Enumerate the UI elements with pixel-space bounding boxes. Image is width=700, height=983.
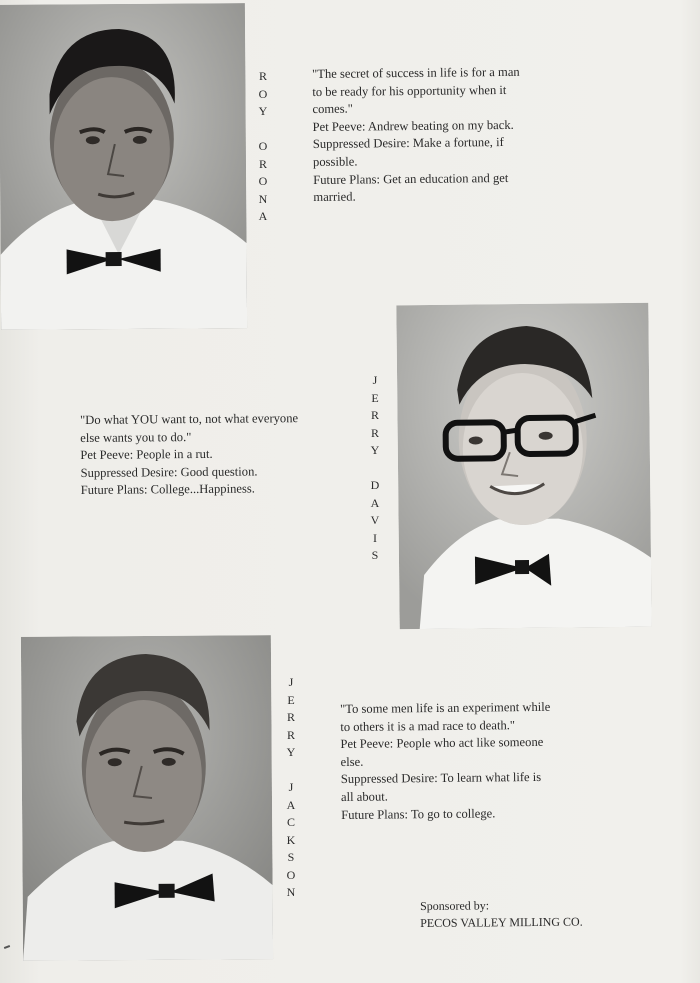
sponsor-name: PECOS VALLEY MILLING CO.	[420, 914, 583, 930]
suppressed-desire: all about.	[340, 789, 388, 804]
future-plans: Future Plans: College...Happiness.	[80, 481, 255, 498]
quote-line: "The secret of success in life is for a man	[312, 64, 520, 81]
student-name-vertical-jerry-jackson: J E R R Y J A C K S O N	[286, 675, 296, 899]
pet-peeve: else.	[340, 754, 364, 769]
pet-peeve: Pet Peeve: People in a rut.	[80, 447, 213, 463]
pet-peeve: Pet Peeve: Andrew beating on my back.	[312, 117, 514, 134]
quote-line: "To some men life is an experiment while	[340, 699, 551, 716]
quote-line: "Do what YOU want to, not what everyone	[80, 411, 299, 427]
suppressed-desire: possible.	[312, 154, 358, 169]
portrait-photo-jerry-davis	[396, 303, 651, 630]
quote-line: else wants you to do."	[80, 429, 192, 445]
future-plans: Future Plans: To go to college.	[341, 805, 496, 822]
student-bio-roy-orona	[312, 64, 521, 207]
future-plans: married.	[313, 189, 356, 205]
student-bio-jerry-davis	[80, 410, 299, 500]
quote-line: to be ready for his opportunity when it	[312, 82, 507, 99]
sponsor-label: Sponsored by:	[420, 898, 490, 913]
pet-peeve: Pet Peeve: People who act like someone	[340, 735, 544, 752]
sponsor-block	[420, 897, 583, 932]
suppressed-desire: Suppressed Desire: To learn what life is	[340, 770, 542, 787]
future-plans: Future Plans: Get an education and get	[313, 170, 509, 187]
quote-line: comes."	[312, 101, 353, 117]
suppressed-desire: Suppressed Desire: Good question.	[80, 464, 258, 480]
portrait-photo-jerry-jackson	[21, 635, 273, 961]
student-name-vertical-roy-orona: R O Y O R O N A	[258, 69, 268, 223]
student-bio-jerry-jackson	[340, 699, 552, 824]
page-mark	[4, 945, 10, 949]
quote-line: to others it is a mad race to death."	[340, 717, 516, 734]
student-name-vertical-jerry-davis: J E R R Y D A V I S	[370, 373, 380, 562]
portrait-photo-roy-orona	[0, 3, 247, 330]
suppressed-desire: Suppressed Desire: Make a fortune, if	[312, 135, 504, 152]
